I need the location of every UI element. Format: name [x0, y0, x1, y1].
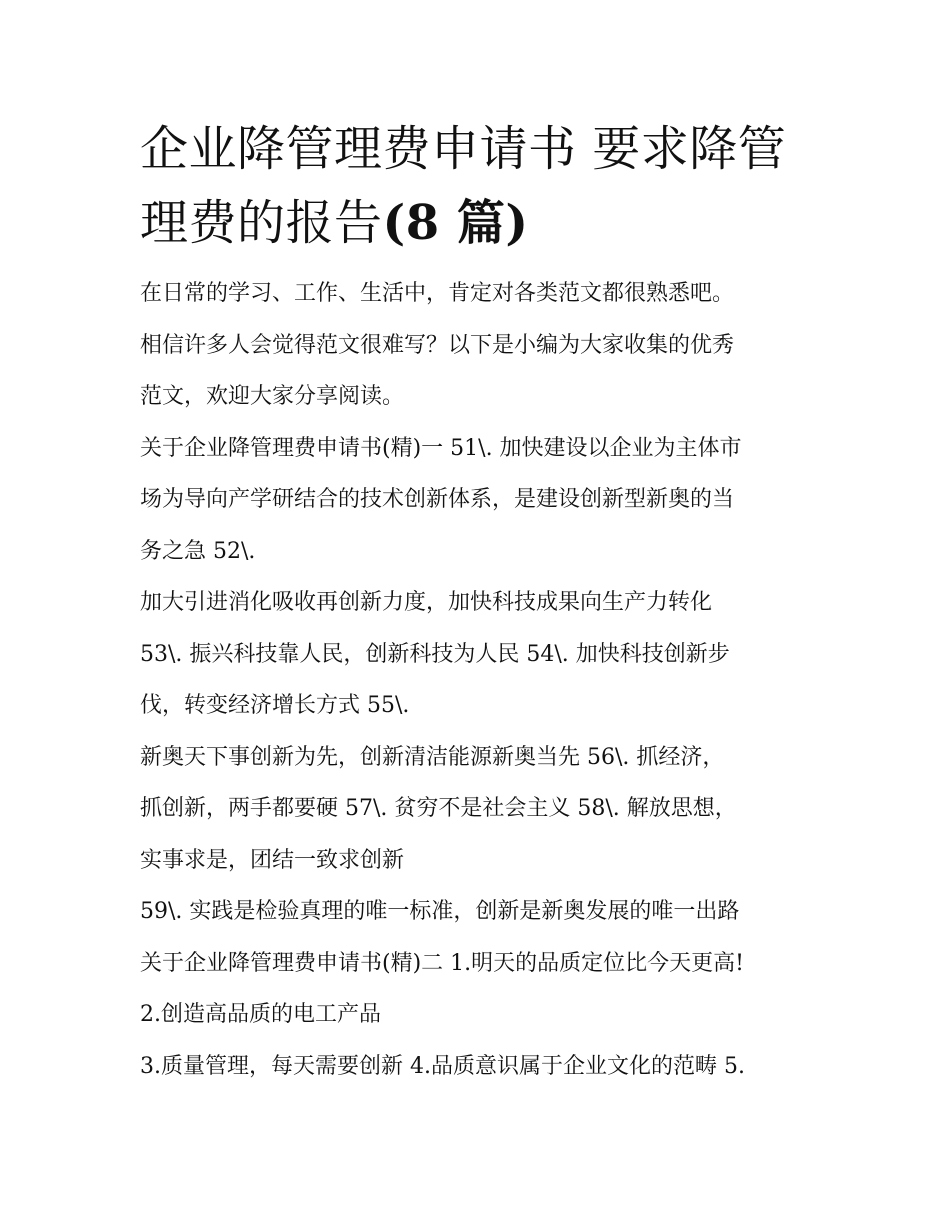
text-line: 关于企业降管理费申请书(精)一 51\. 加快建设以企业为主体市 — [140, 435, 742, 461]
text-line: 场为导向产学研结合的技术创新体系，是建设创新型新奥的当 — [140, 487, 735, 512]
text-line: 3.质量管理，每天需要创新 4.品质意识属于企业文化的范畴 5. — [140, 1053, 745, 1079]
text-line: 59\. 实践是检验真理的唯一标准，创新是新奥发展的唯一出路 — [140, 899, 740, 924]
title-line-2-text: 理费的报告 — [140, 195, 383, 251]
text-line: 务之急 52\. — [140, 538, 256, 564]
text-line: 抓创新，两手都要硬 57\. 贫穷不是社会主义 58\. 解放思想， — [140, 796, 737, 821]
title-line-2 — [140, 186, 820, 260]
text-line: 在日常的学习、工作、生活中，肯定对各类范文都很熟悉吧。 — [140, 281, 735, 306]
text-line: 相信许多人会觉得范文很难写？以下是小编为大家收集的优秀 — [140, 332, 735, 358]
document-body — [140, 112, 820, 1092]
text-line: 2.创造高品质的电工产品 — [140, 1002, 381, 1027]
document-text — [140, 268, 820, 1092]
text-line: 新奥天下事创新为先，创新清洁能源新奥当先 56\. 抓经济， — [140, 744, 725, 770]
text-line: 伐，转变经济增长方式 55\. — [140, 693, 410, 718]
text-line: 实事求是，团结一致求创新 — [140, 847, 405, 873]
text-line: 关于企业降管理费申请书(精)二 1.明天的品质定位比今天更高! — [140, 950, 744, 976]
title-count: (8 篇) — [382, 195, 529, 251]
text-line: 加大引进消化吸收再创新力度，加快科技成果向生产力转化 — [140, 590, 713, 615]
text-line: 范文，欢迎大家分享阅读。 — [140, 384, 405, 409]
document-title — [140, 112, 820, 260]
title-line-1: 企业降管理费申请书 要求降管 — [140, 121, 787, 177]
text-line: 53\. 振兴科技靠人民，创新科技为人民 54\. 加快科技创新步 — [140, 641, 730, 667]
